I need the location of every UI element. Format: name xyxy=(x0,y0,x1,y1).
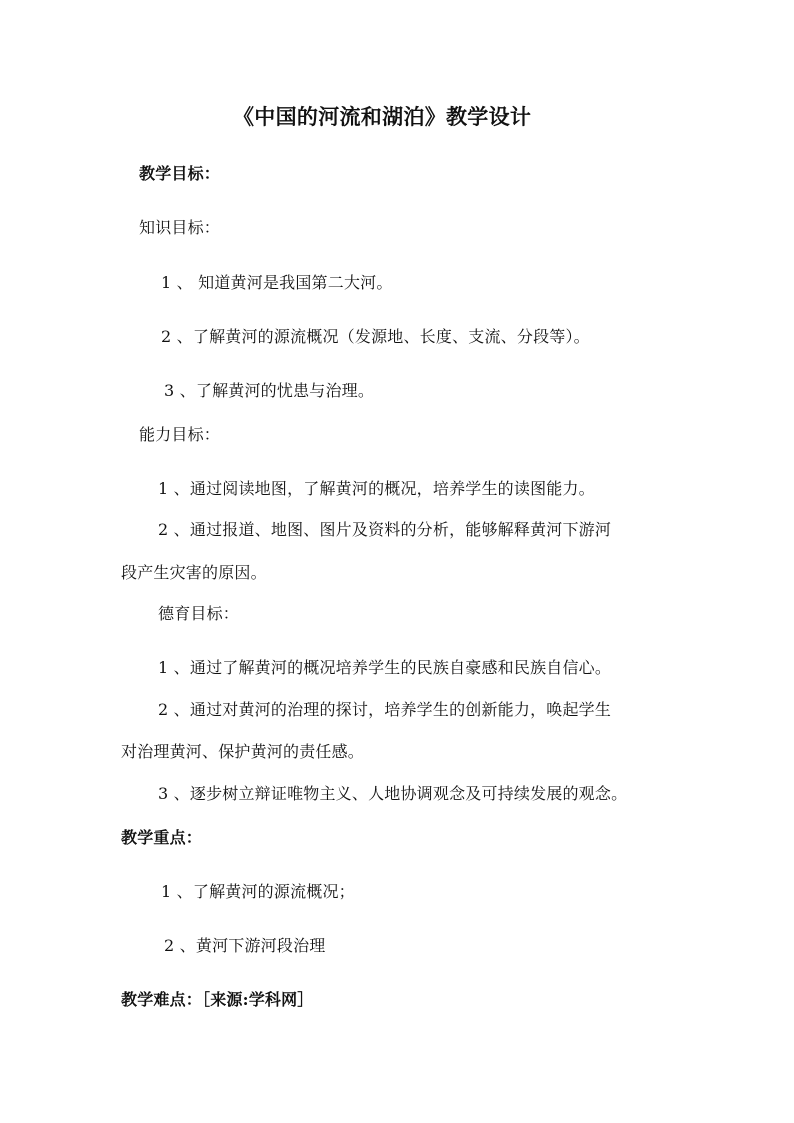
knowledge-item-1: 1 、 知道黄河是我国第二大河。 xyxy=(161,273,393,292)
moral-item-1: 1 、通过了解黄河的概况培养学生的民族自豪感和民族自信心。 xyxy=(158,658,612,677)
moral-item-3: 3 、逐步树立辩证唯物主义、人地协调观念及可持续发展的观念。 xyxy=(158,784,628,803)
ability-item-2-line-1: 2 、通过报道、地图、图片及资料的分析，能够解释黄河下游河 xyxy=(158,520,612,539)
moral-item-2-line-2: 对治理黄河、保护黄河的责任感。 xyxy=(121,742,365,761)
ability-item-2-line-2: 段产生灾害的原因。 xyxy=(121,563,267,582)
document-title: 《中国的河流和湖泊》教学设计 xyxy=(233,104,532,129)
ability-goals-heading: 能力目标： xyxy=(139,425,221,444)
key-point-1: 1 、了解黄河的源流概况； xyxy=(161,882,355,901)
moral-goals-heading: 德育目标： xyxy=(158,604,240,623)
difficult-points-heading: 教学难点：［来源:学科网］ xyxy=(121,990,314,1009)
moral-item-2-line-1: 2 、通过对黄河的治理的探讨，培养学生的创新能力，唤起学生 xyxy=(158,700,612,719)
key-point-2: 2 、黄河下游河段治理 xyxy=(164,936,326,955)
knowledge-item-2: 2 、了解黄河的源流概况（发源地、长度、支流、分段等）。 xyxy=(161,327,590,346)
key-points-heading: 教学重点： xyxy=(121,828,203,847)
knowledge-item-3: 3 、了解黄河的忧患与治理。 xyxy=(164,381,375,400)
knowledge-goals-heading: 知识目标： xyxy=(139,218,221,237)
ability-item-1: 1 、通过阅读地图，了解黄河的概况，培养学生的读图能力。 xyxy=(158,479,595,498)
teaching-goals-heading: 教学目标： xyxy=(139,164,221,183)
